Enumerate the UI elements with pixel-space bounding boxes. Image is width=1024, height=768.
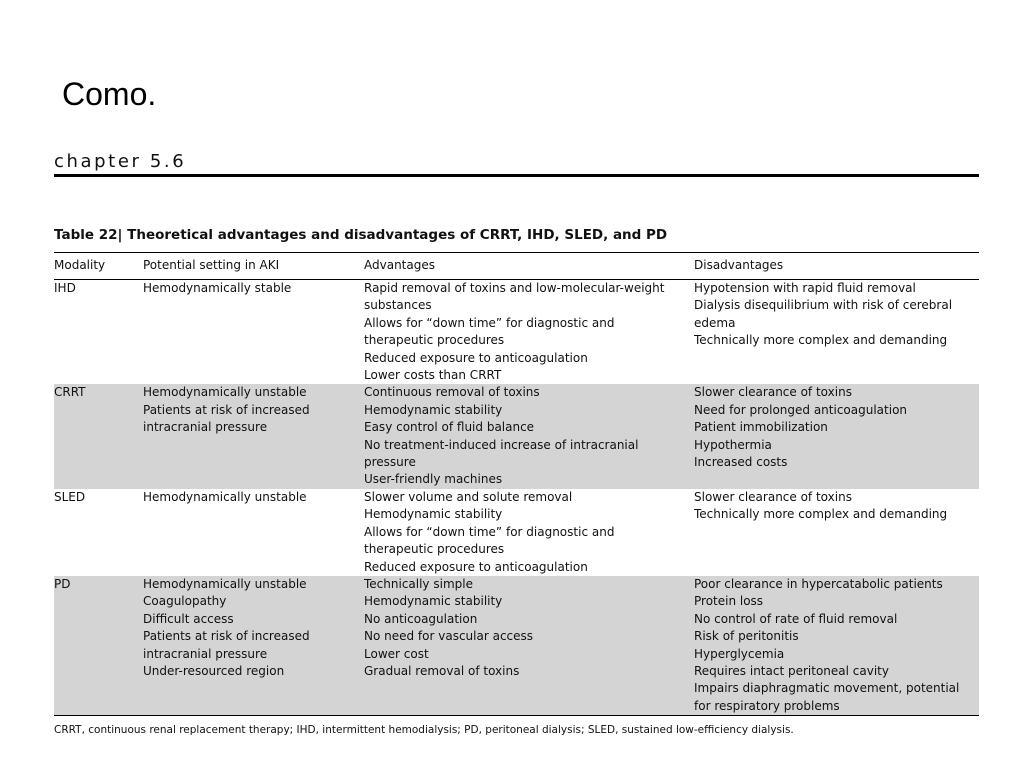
- advantages-line: No treatment-induced increase of intracranial: [364, 437, 639, 452]
- cell-setting: [143, 489, 364, 576]
- table-body: [54, 280, 979, 716]
- table-row: [54, 489, 979, 576]
- disadvantages-line: edema: [694, 315, 736, 330]
- cell-advantages: [364, 280, 694, 385]
- advantages-line: Lower costs than CRRT: [364, 368, 502, 383]
- advantages-line: therapeutic procedures: [364, 542, 505, 557]
- disadvantages-line: Increased costs: [694, 455, 788, 470]
- comparison-table: [54, 252, 979, 716]
- table-footnote: CRRT, continuous renal replacement therapy; IHD, intermittent hemodialysis; PD, peritoneal dialysis; SLED, sustained low-efficiency dialysis.: [54, 724, 794, 736]
- disadvantages-line: Technically more complex and demanding: [694, 333, 948, 348]
- cell-disadvantages: [694, 489, 979, 576]
- setting-line: Coagulopathy: [143, 594, 227, 609]
- disadvantages-line: No control of rate of fluid removal: [694, 611, 898, 626]
- setting-line: Hemodynamically unstable: [143, 489, 307, 504]
- advantages-line: Easy control of fluid balance: [364, 420, 535, 435]
- setting-line: Hemodynamically unstable: [143, 385, 307, 400]
- cell-advantages: [364, 384, 694, 488]
- chapter-heading: chapter 5.6: [54, 151, 187, 172]
- setting-line: Patients at risk of increased: [143, 629, 310, 644]
- advantages-line: therapeutic procedures: [364, 333, 505, 348]
- table-header-row: [54, 253, 979, 280]
- slide-title: Como.: [62, 76, 157, 112]
- advantages-line: Hemodynamic stability: [364, 507, 503, 522]
- cell-disadvantages: [694, 384, 979, 488]
- setting-line: Under-resourced region: [143, 663, 285, 678]
- advantages-line: Lower cost: [364, 646, 429, 661]
- disadvantages-line: Need for prolonged anticoagulation: [694, 402, 908, 417]
- table-row: [54, 576, 979, 716]
- advantages-line: Reduced exposure to anticoagulation: [364, 350, 588, 365]
- setting-line: intracranial pressure: [143, 646, 268, 661]
- disadvantages-line: Hypotension with rapid fluid removal: [694, 281, 916, 295]
- advantages-line: User-friendly machines: [364, 472, 503, 487]
- disadvantages-line: Slower clearance of toxins: [694, 489, 852, 504]
- table-caption: Table 22| Theoretical advantages and disadvantages of CRRT, IHD, SLED, and PD: [54, 227, 668, 243]
- disadvantages-line: Slower clearance of toxins: [694, 385, 852, 400]
- advantages-line: Continuous removal of toxins: [364, 385, 540, 400]
- cell-disadvantages: [694, 280, 979, 385]
- modality-label: CRRT: [54, 385, 86, 400]
- disadvantages-line: Patient immobilization: [694, 420, 828, 435]
- header-setting: Potential setting in AKI: [143, 258, 280, 273]
- advantages-line: Gradual removal of toxins: [364, 663, 520, 678]
- header-disadvantages: Disadvantages: [694, 258, 784, 273]
- advantages-line: No need for vascular access: [364, 629, 534, 644]
- cell-modality: [54, 384, 143, 488]
- setting-line: intracranial pressure: [143, 420, 268, 435]
- disadvantages-line: for respiratory problems: [694, 698, 840, 713]
- disadvantages-line: Hyperglycemia: [694, 646, 785, 661]
- header-modality: Modality: [54, 258, 106, 273]
- advantages-line: pressure: [364, 455, 416, 470]
- advantages-line: No anticoagulation: [364, 611, 478, 626]
- disadvantages-line: Dialysis disequilibrium with risk of cerebral: [694, 298, 953, 313]
- header-advantages: Advantages: [364, 258, 435, 273]
- advantages-line: Technically simple: [364, 576, 473, 591]
- cell-modality: [54, 280, 143, 385]
- disadvantages-line: Hypothermia: [694, 437, 772, 452]
- disadvantages-line: Requires intact peritoneal cavity: [694, 663, 889, 678]
- setting-line: Patients at risk of increased: [143, 402, 310, 417]
- disadvantages-line: Protein loss: [694, 594, 764, 609]
- cell-disadvantages: [694, 576, 979, 716]
- disadvantages-line: Risk of peritonitis: [694, 629, 799, 644]
- advantages-line: Allows for “down time” for diagnostic and: [364, 524, 615, 539]
- modality-label: IHD: [54, 281, 76, 295]
- cell-setting: [143, 280, 364, 385]
- table-row: [54, 280, 979, 385]
- advantages-line: Hemodynamic stability: [364, 594, 503, 609]
- setting-line: Hemodynamically unstable: [143, 576, 307, 591]
- disadvantages-line: Impairs diaphragmatic movement, potential: [694, 681, 960, 696]
- modality-label: PD: [54, 576, 71, 591]
- advantages-line: Hemodynamic stability: [364, 402, 503, 417]
- cell-advantages: [364, 576, 694, 716]
- disadvantages-line: Poor clearance in hypercatabolic patients: [694, 576, 943, 591]
- advantages-line: substances: [364, 298, 432, 313]
- cell-setting: [143, 384, 364, 488]
- advantages-line: Slower volume and solute removal: [364, 489, 573, 504]
- disadvantages-line: Technically more complex and demanding: [694, 507, 948, 522]
- modality-label: SLED: [54, 489, 86, 504]
- advantages-line: Rapid removal of toxins and low-molecular-weight: [364, 281, 665, 295]
- setting-line: Difficult access: [143, 611, 234, 626]
- cell-modality: [54, 489, 143, 576]
- advantages-line: Reduced exposure to anticoagulation: [364, 559, 588, 574]
- cell-modality: [54, 576, 143, 716]
- cell-advantages: [364, 489, 694, 576]
- advantages-line: Allows for “down time” for diagnostic and: [364, 315, 615, 330]
- setting-line: Hemodynamically stable: [143, 281, 292, 295]
- table-row: [54, 384, 979, 488]
- chapter-divider: [54, 174, 979, 177]
- cell-setting: [143, 576, 364, 716]
